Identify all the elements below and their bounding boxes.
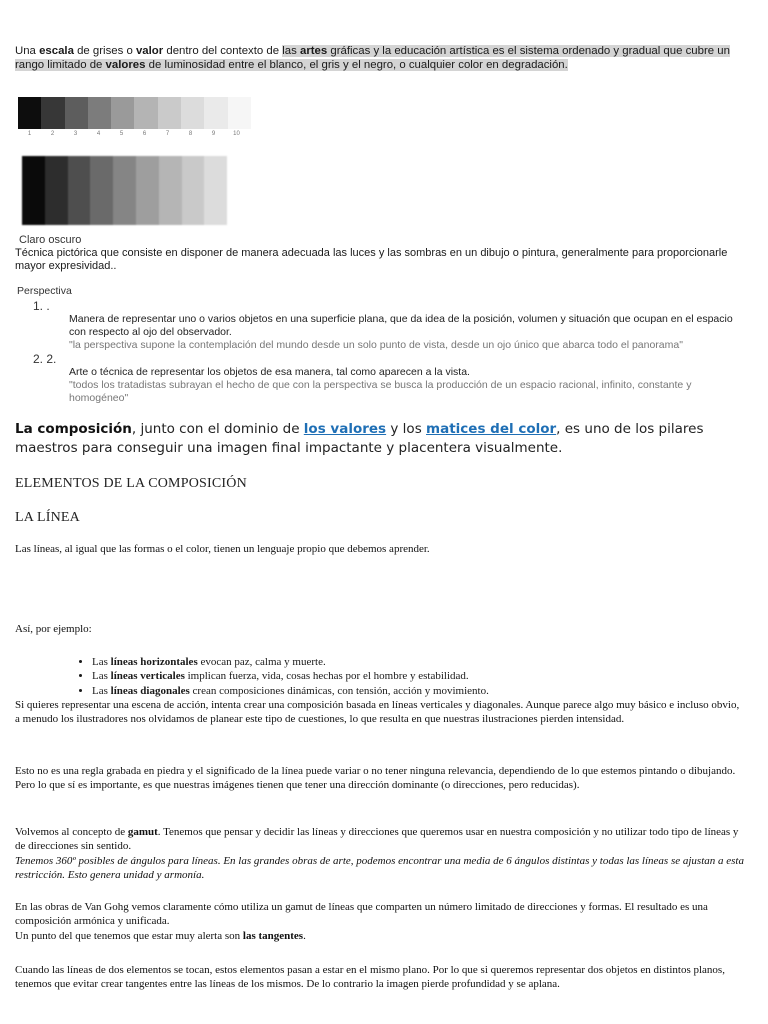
paragraph-text: Un punto del que tenemos que estar muy alerta son: [15, 929, 243, 942]
perspectiva-definition: Manera de representar uno o varios objetos en una superficie plana, que da idea de la posición, volumen y situación que ocupan en el espacio con respecto al ojo del observador.: [69, 313, 733, 338]
gray-swatch-number: 7: [165, 131, 170, 137]
grayscale-bar-numbered: [18, 97, 251, 129]
composicion-paragraph: [15, 420, 745, 458]
gray-swatch-number: 3: [73, 131, 78, 137]
gray-swatch: [159, 156, 182, 225]
gray-swatch: [113, 156, 136, 225]
gray-swatch: [22, 156, 45, 225]
paragraph-text: Volvemos al concepto de: [15, 826, 128, 838]
composicion-bold: La composición: [15, 421, 132, 437]
list-item-bold: líneas verticales: [110, 670, 185, 683]
link-matices-del-color[interactable]: matices del color: [426, 421, 557, 437]
list-item: [92, 669, 762, 683]
list-item-text: evocan paz, calma y muerte.: [197, 656, 326, 668]
gray-swatch: [136, 156, 159, 225]
gray-swatch: [18, 97, 41, 129]
perspectiva-title: Perspectiva: [17, 285, 72, 297]
perspectiva-definition: Arte o técnica de representar los objetos de esa manera, tal como aparecen a la vista.: [69, 366, 470, 378]
gray-swatch: [182, 156, 205, 225]
linea-paragraph-1: Las líneas, al igual que las formas o el color, tienen un lenguaje propio que debemos aprender.: [15, 543, 430, 555]
gray-swatch: [134, 97, 157, 129]
linea-paragraph-3: Si quieres representar una escena de acción, intenta crear una composición basada en líneas verticales y diagonales. Aunque parece algo muy básico e incluso obvio, a menudo los ilustradores nos olvidamos de planear este tipo de cuestiones, lo que resulta en que nuestras ilustraciones pierden intensidad.: [15, 699, 740, 726]
claro-oscuro-title: Claro oscuro: [19, 234, 82, 246]
composicion-text: , junto con el dominio de: [131, 421, 304, 437]
gray-swatch: [41, 97, 64, 129]
list-item-text: crean composiciones dinámicas, con tensión, acción y movimiento.: [189, 684, 489, 697]
gray-swatch: [90, 156, 113, 225]
intro-text: Una: [15, 45, 40, 57]
claro-oscuro-description: Técnica pictórica que consiste en disponer de manera adecuada las luces y las sombras en un dibujo o pintura, generalmente para proporcionarle mayor expresividad..: [15, 247, 728, 272]
gray-swatch-number: 5: [119, 131, 124, 137]
intro-bold-escala: escala: [39, 45, 74, 57]
linea-paragraph-8: Cuando las líneas de dos elementos se tocan, estos elementos pasan a estar en el mismo plano. Por lo que si queremos representar dos objetos en distintos planos, tenemos que evitar crear tangentes entre las líneas de los mismos. De lo contrario la imagen pierde profundidad y se aplana.: [15, 964, 725, 991]
italic-text: Tenemos 360º posibles de ángulos para líneas. En las grandes obras de arte, podemos encontrar una media de 6 ángulos distintas y todas las líneas se ajustan a esta restricción. Esto genera unidad y armonía.: [15, 854, 744, 881]
grayscale-bar-large: [22, 156, 227, 225]
intro-bold-valores: valores: [105, 59, 146, 71]
gray-swatch-number: 8: [188, 131, 193, 137]
intro-bold-valor: valor: [135, 45, 164, 57]
gray-swatch: [158, 97, 181, 129]
list-item-text: implican fuerza, vida, cosas hechas por el hombre y estabilidad.: [184, 670, 469, 683]
intro-text: dentro del contexto de: [163, 45, 283, 57]
linea-paragraph-4: Esto no es una regla grabada en piedra y el significado de la línea puede variar o no tener ninguna relevancia, dependiendo de lo que estemos pintando o dibujando. Pero lo que sí es importante, es que nuestras imágenes tienen que tener una dirección dominante (o direcciones, pero reducidas).: [15, 765, 736, 792]
linea-paragraph-5: [15, 825, 745, 882]
list-item-bold: líneas diagonales: [110, 684, 190, 697]
gray-swatch: [181, 97, 204, 129]
gray-swatch: [88, 97, 111, 129]
gray-swatch: [65, 97, 88, 129]
intro-highlight-text: las: [282, 45, 300, 57]
gray-swatch-number: 2: [50, 131, 55, 137]
intro-text: de grises o: [73, 45, 136, 57]
gray-swatch: [204, 156, 227, 225]
heading-la-linea: LA LÍNEA: [15, 510, 80, 525]
perspectiva-quote: "la perspectiva supone la contemplación del mundo desde un solo punto de vista, desde un ojo único que abarca todo el panorama": [69, 339, 683, 351]
gray-swatch: [228, 97, 251, 129]
perspectiva-quote: "todos los tratadistas subrayan el hecho de que con la perspectiva se busca la producción de un espacio racional, infinito, constante y homogéneo": [69, 379, 692, 404]
intro-paragraph: [15, 44, 745, 72]
gray-swatch-number: 1: [27, 131, 32, 137]
list-item-text: Las: [92, 656, 111, 668]
link-los-valores[interactable]: los valores: [303, 421, 387, 437]
intro-highlight-text: gráficas y la educación artística es el sistema ordenado y gradual que cubre un rango limitado de: [15, 45, 730, 71]
gray-swatch: [111, 97, 134, 129]
intro-bold-artes: artes: [300, 45, 328, 57]
list-item-text: Las: [92, 684, 111, 697]
gray-swatch: [45, 156, 68, 225]
lineas-list: [72, 655, 762, 698]
list-item-bold: líneas horizontales: [110, 656, 198, 668]
gray-swatch: [68, 156, 91, 225]
gray-swatch-number: 10: [233, 131, 240, 137]
list-item: [92, 655, 762, 669]
gray-swatch-number: 6: [142, 131, 147, 137]
intro-highlight-text: de luminosidad entre el blanco, el gris y el negro, o cualquier color en degradación.: [145, 59, 568, 71]
paragraph-text: . Tenemos que pensar y decidir las líneas y direcciones que queremos usar en nuestra composición y no utilizar todo tipo de líneas y de direcciones sin sentido.: [15, 826, 739, 853]
linea-paragraph-2: Así, por ejemplo:: [15, 623, 92, 635]
bold-tangentes: las tangentes: [242, 929, 304, 942]
composicion-text: , es uno de los pilares maestros para conseguir una imagen final impactante y placentera visualmente.: [15, 421, 704, 456]
paragraph-text: .: [303, 929, 306, 942]
composicion-text: y los: [386, 421, 427, 437]
bold-gamut: gamut: [127, 826, 158, 838]
perspectiva-item-number: 1. .: [33, 299, 50, 313]
gray-swatch-number: 9: [211, 131, 216, 137]
grayscale-numbers: [18, 131, 248, 137]
list-item-text: Las: [92, 670, 111, 683]
heading-elementos: ELEMENTOS DE LA COMPOSICIÓN: [15, 476, 247, 491]
linea-paragraph-6: [15, 900, 745, 943]
paragraph-text: En las obras de Van Gohg vemos claramente cómo utiliza un gamut de líneas que comparten un número limitado de direcciones y formas. El resultado es una composición armónica y unificada.: [15, 901, 708, 928]
gray-swatch: [204, 97, 227, 129]
gray-swatch-number: 4: [96, 131, 101, 137]
perspectiva-item-number: 2. 2.: [33, 352, 57, 366]
list-item: [92, 684, 762, 698]
